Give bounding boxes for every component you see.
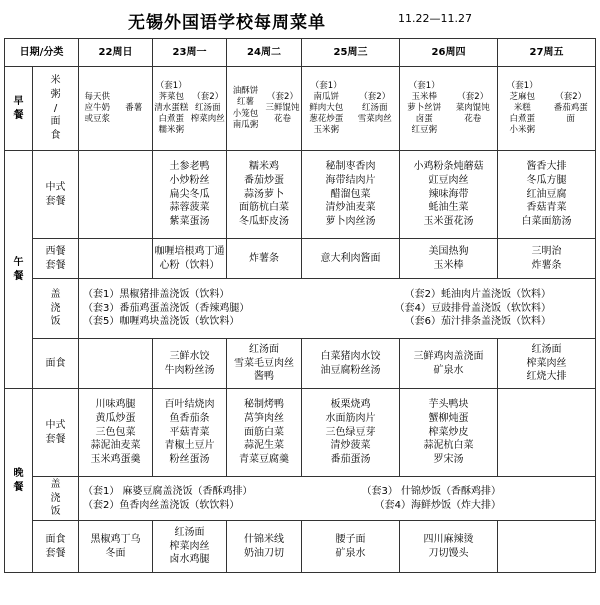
- dish-item: 心粉（饮料）: [159, 259, 220, 271]
- dish-item: 鱼香茄条: [169, 412, 210, 424]
- dish-item: 刀切馒头: [428, 547, 469, 559]
- dish-item: 炸薯条: [249, 252, 279, 264]
- dish-item: 番茄炒蛋: [244, 174, 284, 186]
- dish-item: 清炒菠菜: [330, 440, 371, 452]
- dish-item: 豇豆肉丝: [428, 174, 469, 186]
- dish-item: 玉米蛋花汤: [423, 216, 474, 228]
- category-label: 面食 套餐: [33, 521, 79, 573]
- menu-cell: [227, 521, 302, 573]
- dish-item: 三鲜水饺: [169, 350, 210, 362]
- date-range: 11.22—11.27: [398, 12, 472, 25]
- dish-list: [302, 81, 351, 136]
- day-header: 24周二: [227, 39, 302, 67]
- dish-item: （套1）: [310, 80, 342, 91]
- dish-item: 清水蛋糕: [154, 102, 189, 113]
- dish-item: （套2）: [457, 91, 489, 102]
- dish-item: 红汤面: [174, 526, 205, 538]
- rice-line: [83, 302, 591, 316]
- menu-table: [4, 38, 596, 573]
- dish-item: 米糕: [513, 102, 531, 113]
- date-category-header: 日期/分类: [5, 39, 79, 67]
- menu-cell: [302, 67, 400, 151]
- dish-item: 蒜泥杭白菜: [423, 440, 474, 452]
- menu-cell: [79, 521, 153, 573]
- dish-item: 葱花炒蛋: [309, 114, 344, 125]
- dish-item: （套2）: [267, 91, 298, 102]
- dish-item: 萝卜肉丝汤: [325, 216, 376, 228]
- dish-item: 雪菜肉丝: [357, 114, 392, 125]
- page-title: 无锡外国语学校每周菜单: [128, 13, 326, 33]
- dish-item: 红汤面: [361, 102, 388, 113]
- menu-cell: [153, 239, 227, 279]
- dish-item: 油酥饼: [232, 86, 259, 97]
- rice-option: （套3） 什锦炒饭（香酥鸡排）: [361, 485, 501, 497]
- dish-list: [351, 92, 400, 125]
- lunch-noodle-row: [5, 339, 596, 389]
- category-label: 盖 浇 饭: [33, 477, 79, 521]
- menu-cell: [498, 339, 596, 389]
- dish-item: 红汤面: [194, 102, 221, 113]
- dish-item: 香菇青菜: [526, 202, 567, 214]
- rice-option: （套2）鱼香肉丝盖浇饭（软饮料）: [83, 499, 240, 511]
- dish-item: 花卷: [464, 114, 482, 125]
- menu-cell: [400, 521, 498, 573]
- dish-item: 炸薯条: [531, 259, 562, 271]
- dish-item: 黄瓜炒蛋: [95, 412, 136, 424]
- dish-item: 玉米鸡蛋羹: [90, 454, 141, 466]
- dish-item: 海带结肉片: [325, 174, 376, 186]
- lunch-chinese-row: [5, 151, 596, 239]
- dish-item: 三鲜鸡肉盖浇面: [413, 350, 484, 362]
- dish-item: 小笼包: [232, 108, 259, 119]
- dish-item: 蒜汤萝卜: [244, 188, 284, 200]
- rice-option: （套4）豆豉排骨盖浇饭（软饮料）: [394, 302, 551, 314]
- meal-label-dinner: 晚 餐: [5, 389, 33, 573]
- dish-item: 油豆腐粉丝汤: [320, 364, 381, 376]
- dinner-noodle-row: [5, 521, 596, 573]
- dish-item: 扁尖冬瓜: [169, 188, 210, 200]
- dish-item: 玉米棒: [433, 259, 464, 271]
- day-header: 23周一: [153, 39, 227, 67]
- dish-item: 白煮蛋: [509, 114, 535, 125]
- dish-item: （套2）: [192, 91, 224, 102]
- dish-item: 面: [566, 114, 575, 125]
- menu-cell: [153, 521, 227, 573]
- dish-item: 榨菜肉丝: [190, 114, 225, 125]
- menu-cell: [400, 67, 498, 151]
- dish-item: 雪菜毛豆肉丝: [234, 357, 294, 369]
- menu-cell: [302, 389, 400, 477]
- dish-item: 黑椒鸡丁乌: [90, 533, 141, 545]
- dish-item: 罗宋汤: [433, 454, 464, 466]
- category-label: 中式 套餐: [33, 151, 79, 239]
- dish-item: （套1）: [408, 80, 440, 91]
- dish-item: 冬瓜虾皮汤: [239, 216, 289, 228]
- dish-item: 平菇青菜: [169, 426, 210, 438]
- header-row: [5, 39, 596, 67]
- menu-cell: [498, 239, 596, 279]
- menu-cell: [79, 67, 153, 151]
- dish-item: 腰子面: [335, 533, 366, 545]
- dish-item: （套1）: [155, 80, 187, 91]
- menu-cell: [227, 339, 302, 389]
- dish-item: 红薯: [236, 97, 254, 108]
- dish-item: 红汤面: [531, 343, 562, 355]
- dish-list: [264, 92, 301, 125]
- menu-cell: [400, 151, 498, 239]
- dish-item: 三色绿豆芽: [325, 426, 376, 438]
- menu-cell: [302, 521, 400, 573]
- dish-item: 荠菜包: [158, 91, 184, 102]
- rice-option: （套1）黑椒猪排盖浇饭（饮料）: [83, 288, 230, 300]
- dish-item: 土参老鸭: [169, 161, 210, 172]
- dish-item: 奶油刀切: [244, 547, 284, 559]
- dish-item: 小炒粉丝: [169, 174, 210, 186]
- dish-item: 红豆粥: [411, 125, 437, 136]
- dish-item: 板栗烧鸡: [330, 399, 371, 410]
- rice-option: （套2）蚝油肉片盖浇饭（饮料）: [404, 288, 551, 300]
- dish-item: 鲜肉大包: [309, 102, 344, 113]
- menu-cell: [79, 389, 153, 477]
- meal-label-breakfast: 早 餐: [5, 67, 33, 151]
- dish-item: 三色包菜: [95, 426, 136, 438]
- dish-item: 酱香大排: [526, 161, 567, 172]
- dish-item: 意大利肉酱面: [320, 252, 381, 264]
- category-label: 米 粥 / 面 食: [33, 67, 79, 151]
- rice-line: [83, 485, 591, 499]
- menu-cell: [302, 339, 400, 389]
- rice-option: （套4）海鲜炒饭（炸大排）: [374, 499, 501, 511]
- dish-item: 百叶结烧肉: [164, 399, 215, 410]
- lunch-western-row: [5, 239, 596, 279]
- dish-item: 川味鸡腿: [95, 399, 136, 410]
- dinner-rice-row: [5, 477, 596, 521]
- dish-item: 什锦米线: [244, 533, 284, 545]
- dish-item: 玉米粥: [313, 125, 339, 136]
- menu-cell: [227, 151, 302, 239]
- dish-item: 青菜豆腐羹: [239, 454, 289, 466]
- rice-options: [79, 279, 596, 339]
- dish-item: 番茄鸡蛋: [553, 102, 588, 113]
- dish-item: 南瓜饼: [313, 91, 339, 102]
- breakfast-row: [5, 67, 596, 151]
- dish-item: 番茄蛋汤: [330, 454, 371, 466]
- dish-item: （套1）: [506, 80, 538, 91]
- dish-item: 清炒油麦菜: [325, 202, 376, 214]
- category-label: 中式 套餐: [33, 389, 79, 477]
- dish-item: 秘制烤鸭: [244, 399, 284, 410]
- dish-list: [498, 81, 547, 136]
- dish-item: 小米粥: [509, 125, 535, 136]
- dish-item: 花卷: [273, 114, 291, 125]
- dish-item: 蒜泥生菜: [244, 440, 284, 452]
- menu-cell: [400, 389, 498, 477]
- menu-cell: [227, 389, 302, 477]
- menu-cell: [153, 67, 227, 151]
- dish-item: 紫菜蛋汤: [169, 216, 210, 228]
- menu-cell: [400, 339, 498, 389]
- dish-list: [227, 86, 264, 130]
- day-header: 26周四: [400, 39, 498, 67]
- dish-item: 红汤面: [249, 343, 279, 355]
- rice-line: [83, 315, 591, 329]
- dish-list: [190, 92, 227, 125]
- meal-label-lunch: 午 餐: [5, 151, 33, 389]
- dish-item: 芋头鸭块: [428, 399, 469, 410]
- dish-list: [79, 92, 116, 125]
- lunch-rice-row: [5, 279, 596, 339]
- dish-item: 醋溜包菜: [330, 188, 371, 200]
- dish-item: 四川麻辣烫: [423, 533, 474, 545]
- dish-item: 莴笋肉丝: [244, 412, 284, 424]
- dish-item: 三明治: [531, 245, 562, 257]
- dish-item: 秘制枣香肉: [325, 161, 376, 172]
- rice-option: （套3）番茄鸡蛋盖浇饭（香辣鸡腿）: [83, 302, 250, 314]
- dish-item: 或豆浆: [84, 114, 110, 125]
- menu-cell: [302, 239, 400, 279]
- dish-item: 蚝油生菜: [428, 202, 469, 214]
- dish-item: 红烧大排: [526, 371, 567, 383]
- menu-cell: [302, 151, 400, 239]
- rice-line: [83, 288, 591, 302]
- dish-item: 红油豆腐: [526, 188, 567, 200]
- dish-item: 牛肉粉丝汤: [164, 364, 215, 376]
- rice-line: [83, 499, 591, 513]
- dish-item: 每天供: [84, 91, 110, 102]
- dish-item: 榨菜肉丝: [526, 357, 567, 369]
- rice-option: （套1） 麻婆豆腐盖浇饭（香酥鸡排）: [83, 485, 253, 497]
- dish-item: 矿泉水: [433, 364, 464, 376]
- dish-item: 白煮蛋: [158, 114, 184, 125]
- day-header: 22周日: [79, 39, 153, 67]
- menu-cell: [498, 67, 596, 151]
- dish-item: 菜肉馄饨: [455, 102, 490, 113]
- dish-item: 蒜泥油麦菜: [90, 440, 141, 452]
- dish-item: 白菜猪肉水饺: [320, 350, 381, 362]
- dish-item: 冬瓜方腿: [526, 174, 567, 186]
- dish-list: [449, 92, 498, 125]
- dish-item: 小鸡粉条炖蘑菇: [413, 161, 484, 172]
- menu-cell: [227, 67, 302, 151]
- dish-item: 糯米粥: [158, 125, 184, 136]
- menu-cell: [79, 239, 153, 279]
- dish-item: 蒜蓉菠菜: [169, 202, 210, 214]
- dish-item: 番薯: [125, 102, 143, 113]
- menu-cell: [498, 389, 596, 477]
- dish-item: 糯米鸡: [249, 161, 279, 172]
- category-label: 盖 浇 饭: [33, 279, 79, 339]
- dish-item: 卤水鸡腿: [169, 554, 210, 566]
- rice-option: （套6）茄汁排条盖浇饭（饮料）: [404, 316, 551, 328]
- menu-cell: [227, 239, 302, 279]
- title-bar: [0, 6, 600, 36]
- menu-cell: [498, 151, 596, 239]
- dish-item: 卤蛋: [415, 114, 433, 125]
- dish-item: 辣味海带: [428, 188, 469, 200]
- menu-cell: [153, 339, 227, 389]
- rice-option: （套5）咖喱鸡块盖浇饭（软饮料）: [83, 316, 240, 328]
- dish-item: 青椒土豆片: [164, 440, 215, 452]
- dish-item: 美国热狗: [428, 245, 469, 257]
- category-label: 面食: [33, 339, 79, 389]
- dish-item: 面筋杭白菜: [239, 202, 289, 214]
- dish-item: 萝卜丝饼: [407, 102, 442, 113]
- dish-item: 白菜面筋汤: [521, 216, 572, 228]
- dish-item: 榨菜炒皮: [428, 426, 469, 438]
- dish-item: 芝麻包: [509, 91, 535, 102]
- dish-item: 冬面: [105, 547, 126, 559]
- dish-item: 应牛奶: [84, 102, 110, 113]
- dish-list: [400, 81, 449, 136]
- dish-item: 玉米棒: [411, 91, 437, 102]
- day-header: 25周三: [302, 39, 400, 67]
- dish-item: 南瓜粥: [232, 119, 259, 130]
- dish-item: 粉丝蛋汤: [169, 454, 210, 466]
- category-label: 西餐 套餐: [33, 239, 79, 279]
- dish-item: 榨菜肉丝: [169, 540, 210, 552]
- dish-item: 蟹柳炖蛋: [428, 412, 469, 424]
- dish-item: 水面筋肉片: [325, 412, 376, 424]
- dish-item: 三鲜馄饨: [265, 102, 300, 113]
- dish-item: 酱鸭: [254, 371, 274, 383]
- menu-cell: [153, 151, 227, 239]
- dish-list: [153, 81, 190, 136]
- menu-cell: [79, 339, 153, 389]
- dish-item: （套2）: [555, 91, 587, 102]
- menu-cell: [79, 151, 153, 239]
- rice-options: [79, 477, 596, 521]
- dish-item: 矿泉水: [335, 547, 366, 559]
- dish-item: 面筋白菜: [244, 426, 284, 438]
- day-header: 27周五: [498, 39, 596, 67]
- dinner-chinese-row: [5, 389, 596, 477]
- menu-cell: [153, 389, 227, 477]
- dish-item: 咖喱培根鸡丁通: [154, 245, 225, 257]
- menu-cell: [498, 521, 596, 573]
- dish-item: （套2）: [359, 91, 391, 102]
- menu-cell: [400, 239, 498, 279]
- dish-list: [547, 92, 596, 125]
